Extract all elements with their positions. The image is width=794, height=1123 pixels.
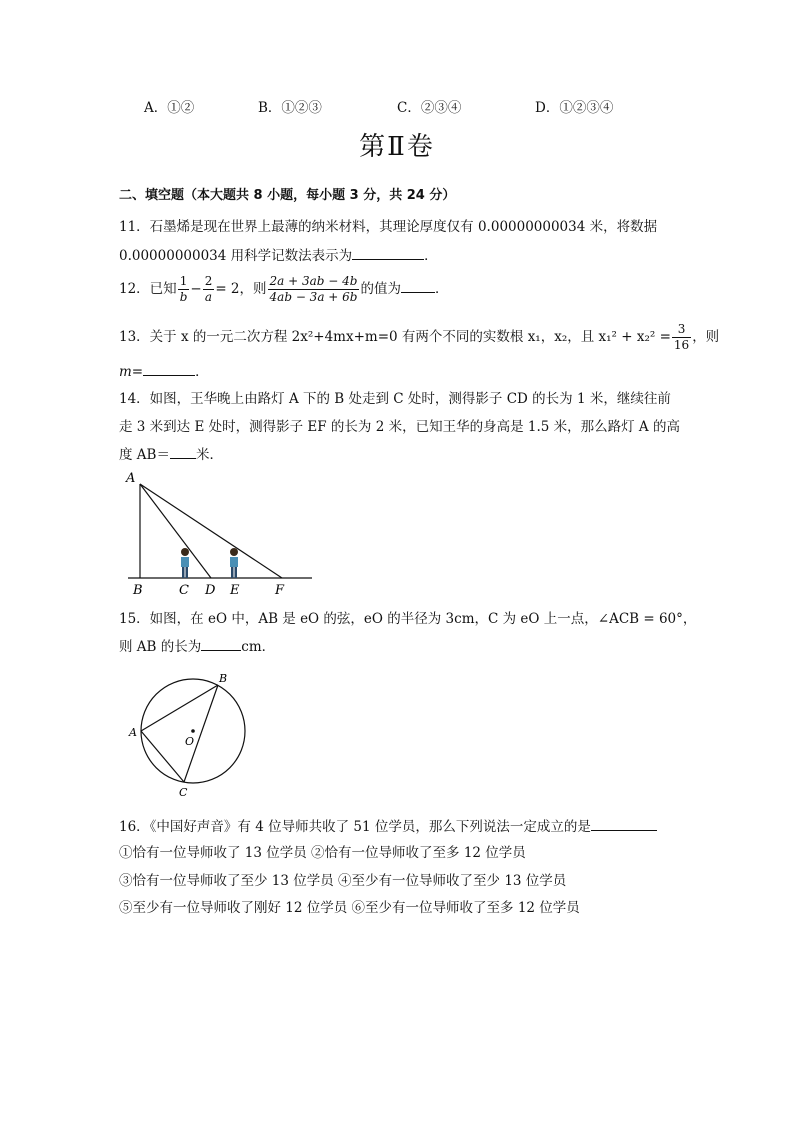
q15-circle-figure	[124, 668, 254, 803]
q13-f-den: 16	[673, 338, 690, 352]
q13-tail: ，则	[692, 329, 720, 345]
q16-options-line1: ①恰有一位导师收了 13 位学员 ②恰有一位导师收了至多 12 位学员	[119, 845, 526, 861]
q15-line2	[119, 637, 275, 656]
q14-person-e-head	[230, 548, 238, 556]
q14-streetlight-figure	[118, 470, 318, 600]
q14-person-e-leg-right	[235, 567, 238, 578]
q13-line1	[119, 320, 719, 354]
q12-minus: −	[190, 281, 202, 297]
option-d: D．①②③④	[535, 100, 614, 116]
q12-line	[119, 272, 448, 306]
q14-line2: 走 3 米到达 E 处时，测得影子 EF 的长为 2 米，已知王华的身高是 1.5 米，那么路灯 A 的高	[119, 419, 680, 435]
volume-title: 第Ⅱ卷	[359, 132, 435, 162]
q13-line2	[119, 362, 209, 381]
q14-light-ray-cd	[140, 484, 211, 578]
q14-light-ray-ef	[140, 484, 282, 578]
q12-f3-den: 4ab − 3a + 6b	[269, 290, 358, 304]
q14-label-b: B	[133, 583, 143, 598]
q12-end: ．	[434, 281, 449, 297]
q16-stem-line	[119, 817, 657, 836]
q16-options-line3: ⑤至少有一位导师收了刚好 12 位学员 ⑥至少有一位导师收了至多 12 位学员	[119, 900, 580, 916]
q14-person-c-leg-right	[186, 567, 189, 578]
q12-suffix: 的值为	[360, 281, 401, 297]
q14-person-c-head	[181, 548, 189, 556]
q14-person-at-c	[181, 548, 189, 578]
q14-unit: 米．	[195, 447, 223, 463]
q12-answer-blank[interactable]	[401, 279, 435, 293]
q15-chord-bc	[184, 685, 218, 782]
q13-frac-3-over-16	[672, 322, 691, 353]
q15-label-c: C	[179, 786, 188, 799]
q12-f3-num: 2a + 3ab − 4b	[269, 274, 358, 288]
q15-label-b: B	[219, 672, 228, 685]
option-a: A．①②	[144, 100, 195, 116]
q15-chord-ab	[141, 685, 218, 731]
q12-frac-1-over-b	[178, 274, 190, 305]
q12-frac-2-over-a	[203, 274, 215, 305]
q11-line1: 11．石墨烯是现在世界上最薄的纳米材料，其理论厚度仅有 0.00000000034 米，将数据	[119, 219, 658, 235]
q14-label-c: C	[179, 583, 189, 598]
q14-label-e: E	[230, 583, 240, 598]
q12-prefix: 12．已知	[119, 281, 177, 297]
q14-label-f: F	[275, 583, 285, 598]
q12-f2-num: 2	[204, 274, 213, 288]
q13-answer-blank[interactable]	[143, 362, 195, 376]
q13-m-label: m=	[119, 364, 144, 380]
option-b: B．①②③	[258, 100, 322, 116]
q14-person-c-leg-left	[182, 567, 185, 578]
q15-label-o: O	[185, 735, 195, 748]
q13-text: 13．关于 x 的一元二次方程 2x²+4mx+m=0 有两个不同的实数根 x₁，x₂，且 x₁² + x₂² =	[119, 329, 671, 345]
q13-f-num: 3	[672, 322, 691, 338]
q16-stem: 16．《中国好声音》有 4 位导师共收了 51 位学员，那么下列说法一定成立的是	[119, 819, 591, 835]
q12-f1-num: 1	[178, 274, 190, 290]
q12-f2-den: a	[204, 290, 213, 304]
option-c: C．②③④	[397, 100, 462, 116]
q15-center-point	[191, 729, 195, 733]
q11-line2-text: 0.00000000034 用科学记数法表示为	[119, 248, 353, 264]
q11-answer-blank[interactable]	[352, 246, 424, 260]
q14-person-e-body	[230, 557, 238, 567]
q15-unit: cm．	[241, 639, 276, 655]
q11-line2	[119, 246, 438, 265]
q14-person-c-body	[181, 557, 189, 567]
q15-label-a: A	[129, 726, 137, 739]
section-heading: 二、填空题（本大题共 8 小题，每小题 3 分，共 24 分）	[119, 188, 456, 203]
q14-label-d: D	[205, 583, 216, 598]
q12-frac-expression	[268, 274, 360, 305]
q14-line1: 14．如图，王华晚上由路灯 A 下的 B 处走到 C 处时，测得影子 CD 的长为 1 米，继续往前	[119, 391, 671, 407]
q14-label-a: A	[126, 471, 136, 486]
q14-answer-blank[interactable]	[170, 445, 196, 459]
q13-end: ．	[195, 364, 209, 380]
q15-answer-blank[interactable]	[201, 637, 241, 651]
q14-line3-text: 度 AB＝	[119, 447, 170, 463]
q14-line3	[119, 445, 223, 464]
q15-line1: 15．如图，在 eO 中，AB 是 eO 的弦，eO 的半径为 3cm，C 为 eO 上一点，∠ACB = 60°，	[119, 611, 697, 627]
q16-options-line2: ③恰有一位导师收了至少 13 位学员 ④至少有一位导师收了至少 13 位学员	[119, 873, 567, 889]
q14-person-at-e	[230, 548, 238, 578]
q11-end: ．	[424, 248, 438, 264]
q15-line2-text: 则 AB 的长为	[119, 639, 202, 655]
q12-f1-den: b	[179, 290, 188, 304]
q14-person-e-leg-left	[231, 567, 234, 578]
q16-answer-blank[interactable]	[591, 817, 657, 831]
q12-eq: = 2，则	[215, 281, 267, 297]
